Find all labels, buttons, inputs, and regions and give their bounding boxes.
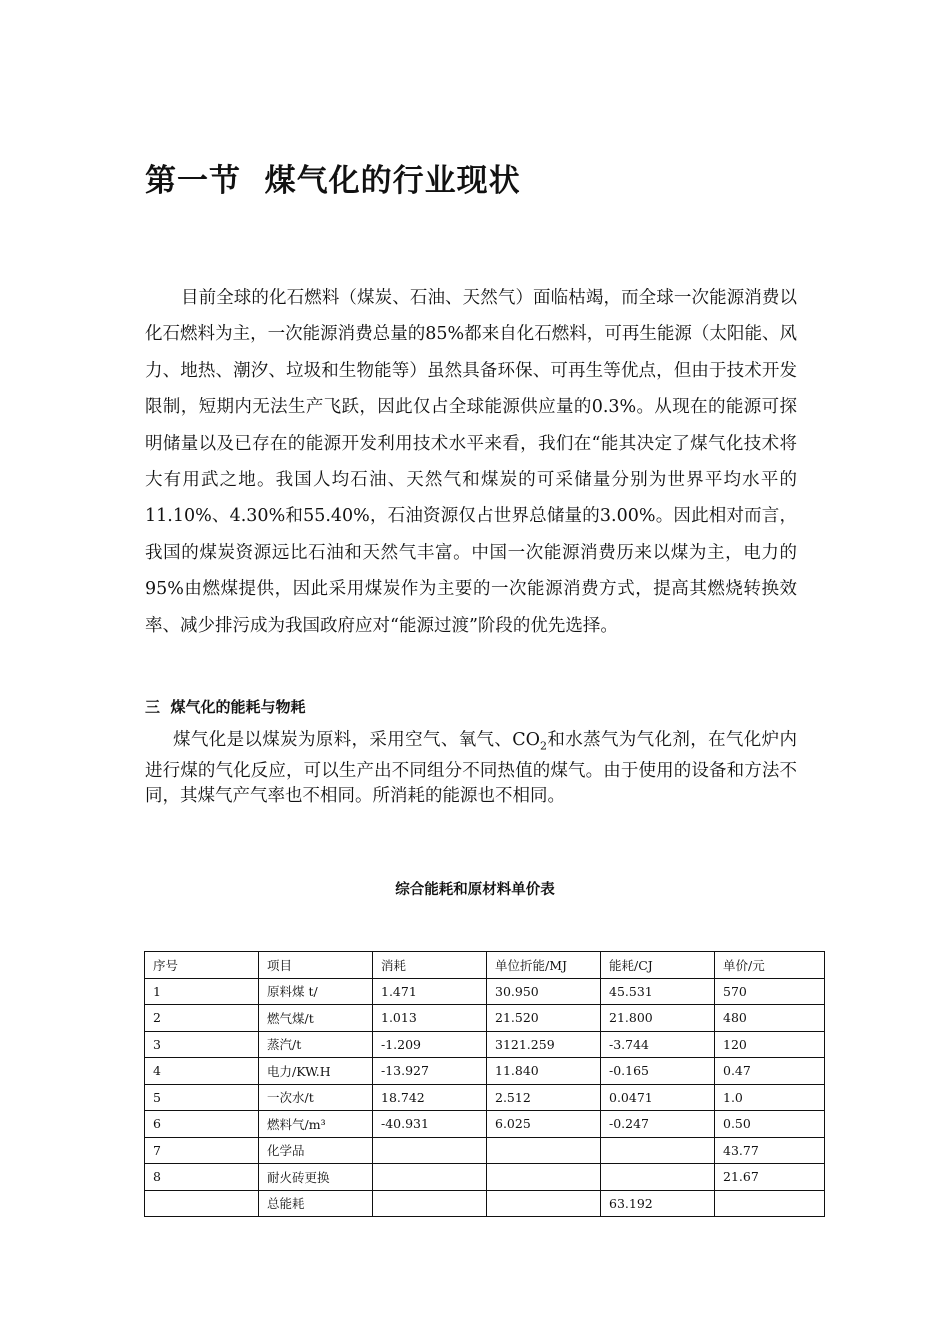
table-cell: 总能耗 [259, 1190, 373, 1217]
table-cell [145, 1190, 259, 1217]
table-cell: 4 [145, 1058, 259, 1085]
table-cell: 燃料气/m³ [259, 1111, 373, 1138]
table-caption: 综合能耗和原材料单价表 [395, 882, 555, 898]
table-row [145, 1005, 825, 1032]
table-cell: 0.47 [715, 1058, 825, 1085]
table-cell: 原料煤 t/ [259, 978, 373, 1005]
header-cell: 能耗/CJ [601, 952, 715, 979]
header-cell: 项目 [259, 952, 373, 979]
table-cell: -3.744 [601, 1031, 715, 1058]
table-row [145, 1111, 825, 1138]
subscript-2: 2 [540, 739, 548, 753]
table-cell: -0.247 [601, 1111, 715, 1138]
table-cell: 2.512 [487, 1084, 601, 1111]
table-cell: -0.165 [601, 1058, 715, 1085]
table-cell: 21.67 [715, 1164, 825, 1191]
table-cell [487, 1190, 601, 1217]
table-cell: 5 [145, 1084, 259, 1111]
table-cell: 63.192 [601, 1190, 715, 1217]
table-cell: 3 [145, 1031, 259, 1058]
table-cell: 18.742 [373, 1084, 487, 1111]
energy-cost-table [144, 951, 825, 1217]
table-cell [487, 1164, 601, 1191]
table-cell: 蒸汽/t [259, 1031, 373, 1058]
header-cell: 单价/元 [715, 952, 825, 979]
table-cell: 3121.259 [487, 1031, 601, 1058]
table-cell: 1.0 [715, 1084, 825, 1111]
table-cell: 耐火砖更换 [259, 1164, 373, 1191]
table-cell: 11.840 [487, 1058, 601, 1085]
intro-paragraph: 目前全球的化石燃料（煤炭、石油、天然气）面临枯竭，而全球一次能源消费以化石燃料为主，一次能源消费总量的85%都来自化石燃料，可再生能源（太阳能、风力、地热、潮汐、垃圾和生物能等）虽然具备环保、可再生等优点，但由于技术开发限制，短期内无法生产飞跃，因此仅占全球能源供应量的0.3%。从现在的能源可探明储量以及已存在的能源开发利用技术水平来看，我们在“能其决定了煤气化技术将大有用武之地。我国人均石油、天然气和煤炭的可采储量分别为世界平均水平的11.10%、4.30%和55.40%，石油资源仅占世界总储量的3.00%。因此相对而言，我国的煤炭资源远比石油和天然气丰富。中国一次能源消费历来以煤为主，电力的95%由燃煤提供，因此采用煤炭作为主要的一次能源消费方式，提高其燃烧转换效率、减少排污成为我国政府应对“能源过渡”阶段的优先选择。 [145, 288, 797, 636]
table-cell: 480 [715, 1005, 825, 1032]
table-cell [373, 1137, 487, 1164]
table-cell [715, 1190, 825, 1217]
table-row [145, 1137, 825, 1164]
table-cell: 30.950 [487, 978, 601, 1005]
page-title: 第一节 煤气化的行业现状 [145, 163, 521, 199]
table-cell: 21.800 [601, 1005, 715, 1032]
table-cell: 45.531 [601, 978, 715, 1005]
section-heading: 三 煤气化的能耗与物耗 [145, 698, 306, 716]
table-cell [373, 1164, 487, 1191]
table-cell: 一次水/t [259, 1084, 373, 1111]
table-header-row [145, 952, 825, 979]
table-cell [373, 1190, 487, 1217]
header-cell: 单位折能/MJ [487, 952, 601, 979]
table-cell: 2 [145, 1005, 259, 1032]
header-cell: 序号 [145, 952, 259, 979]
table-cell: 电力/KW.H [259, 1058, 373, 1085]
paragraph-text-before: 煤气化是以煤炭为原料，采用空气、氧气、CO [173, 730, 541, 750]
table-cell: 燃气煤/t [259, 1005, 373, 1032]
table-cell: -1.209 [373, 1031, 487, 1058]
table-cell: 8 [145, 1164, 259, 1191]
table-row [145, 1031, 825, 1058]
table-row [145, 1058, 825, 1085]
table-cell: 21.520 [487, 1005, 601, 1032]
table-cell: 0.50 [715, 1111, 825, 1138]
table-row [145, 1164, 825, 1191]
table-row [145, 978, 825, 1005]
table-cell: -40.931 [373, 1111, 487, 1138]
table-cell: 7 [145, 1137, 259, 1164]
table-cell [487, 1137, 601, 1164]
table-cell: 化学品 [259, 1137, 373, 1164]
table-cell: 6.025 [487, 1111, 601, 1138]
table-cell [601, 1137, 715, 1164]
table-cell [601, 1164, 715, 1191]
table-row [145, 1084, 825, 1111]
table-cell: 43.77 [715, 1137, 825, 1164]
gasification-paragraph [145, 728, 797, 809]
table-cell: 120 [715, 1031, 825, 1058]
table-cell: 1.013 [373, 1005, 487, 1032]
table-cell: 570 [715, 978, 825, 1005]
header-cell: 消耗 [373, 952, 487, 979]
paragraph-text-after: 和水蒸气为气化剂，在气化炉内进行煤的气化反应，可以生产出不同组分不同热值的煤气。由于使用的设备和方法不同，其煤气产气率也不相同。所消耗的能源也不相同。 [145, 730, 797, 806]
table-cell: -13.927 [373, 1058, 487, 1085]
table-total-row [145, 1190, 825, 1217]
table-cell: 6 [145, 1111, 259, 1138]
table-cell: 1.471 [373, 978, 487, 1005]
table-cell: 1 [145, 978, 259, 1005]
table-cell: 0.0471 [601, 1084, 715, 1111]
